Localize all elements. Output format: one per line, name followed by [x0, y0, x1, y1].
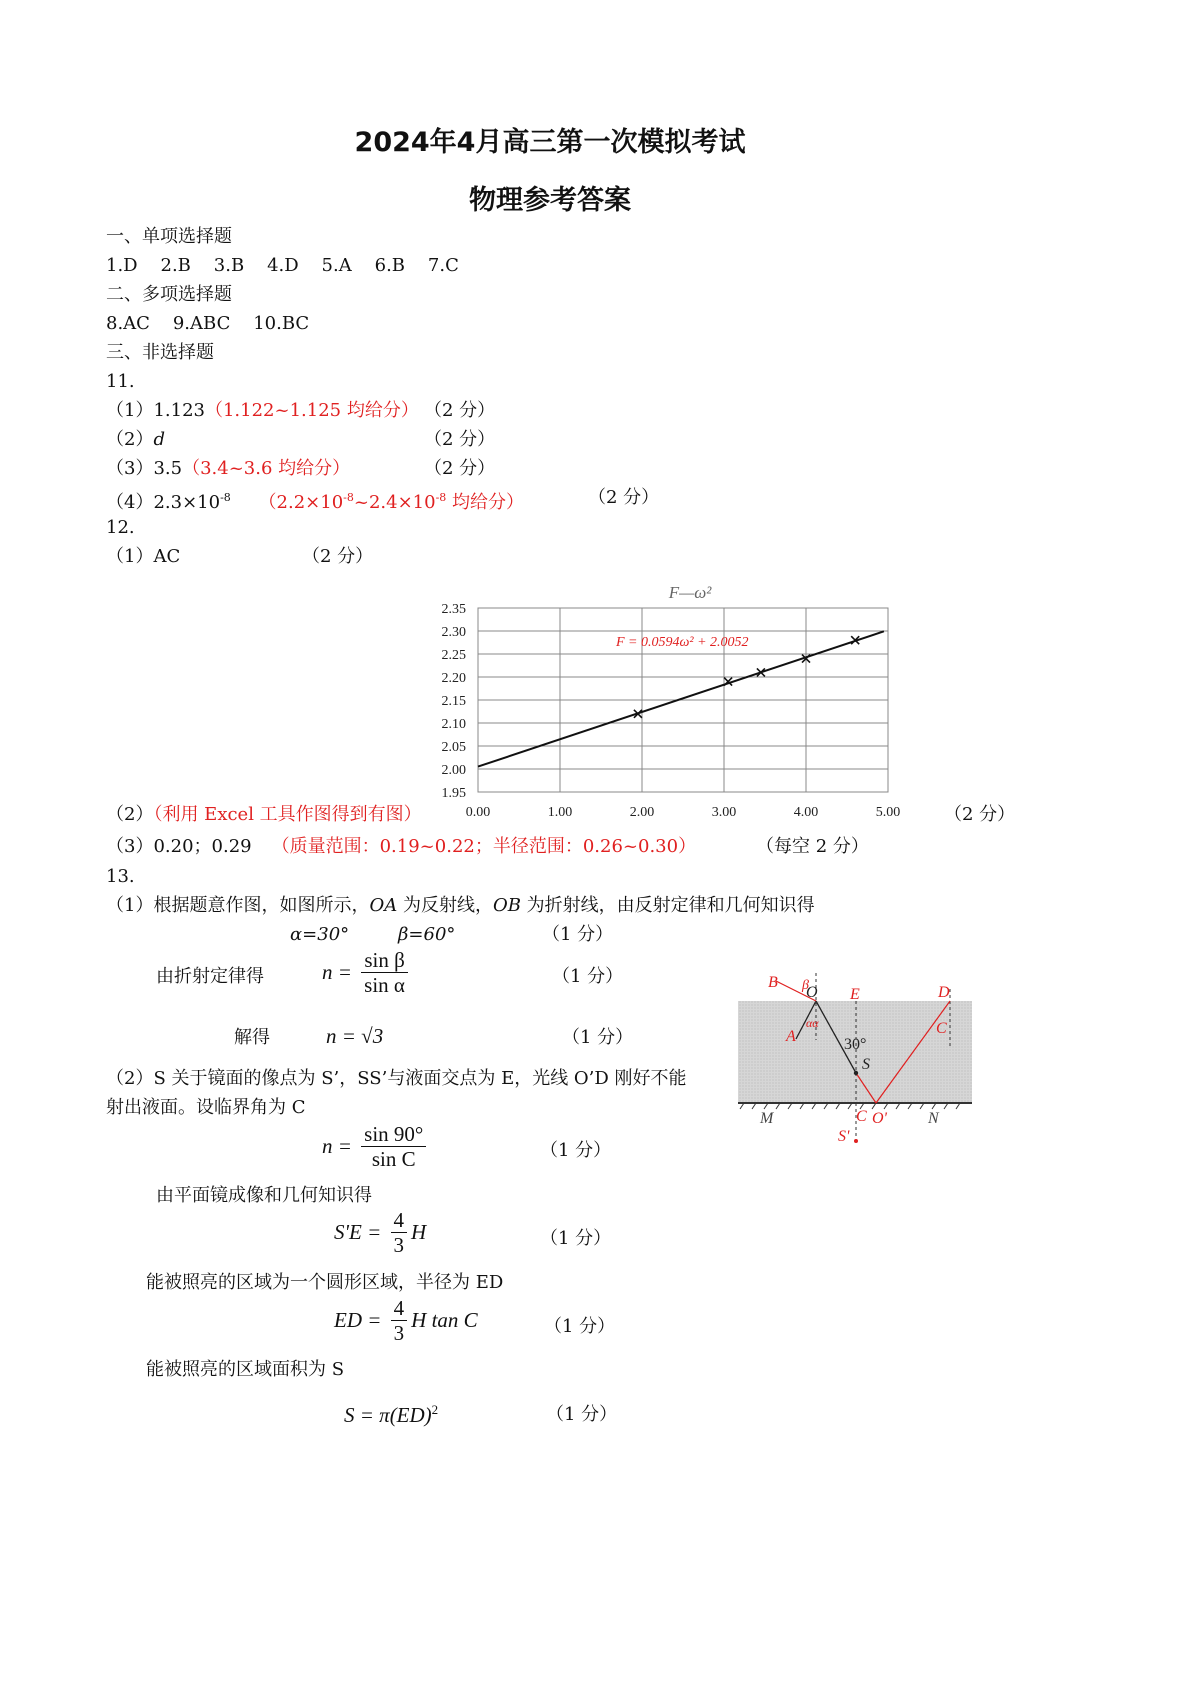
q13-part1-text: （1）根据题意作图，如图所示，OA 为反射线，OB 为折射线，由反射定律和几何知识得: [106, 895, 815, 916]
q11-part1-answer: （1）1.123: [106, 400, 205, 421]
section-1-answers: 1.D 2.B 3.B 4.D 5.A 6.B 7.C: [106, 255, 459, 276]
critical-angle-equation: n = $\frac{\sin 90^\circ}{\text{sin C}}$: [322, 1122, 430, 1171]
q12-part1-score: （2 分）: [302, 546, 374, 567]
x-tick-label: 1.00: [547, 805, 573, 820]
y-tick-label: 2.30: [441, 625, 466, 640]
q13-part2-line1: （2）S 关于镜面的像点为 S’，SS’与液面交点为 E，光线 O’D 刚好不能: [106, 1068, 687, 1089]
label-O-prime: O': [872, 1110, 887, 1127]
section-2-answers: 8.AC 9.ABC 10.BC: [106, 313, 310, 334]
q11-part3-answer: （3）3.5: [106, 458, 183, 479]
y-tick-label: 2.05: [441, 740, 466, 755]
section-2-heading: 二、多项选择题: [106, 284, 232, 305]
label-D: D: [938, 984, 950, 1001]
score-refraction: （1 分）: [552, 966, 624, 987]
q12-part3-note: （质量范围：0.19~0.22；半径范围：0.26~0.30）: [271, 836, 697, 857]
q11-number: 11.: [106, 371, 135, 392]
beta-value: β=60°: [398, 924, 456, 945]
label-B: B: [768, 974, 778, 991]
q11-part4-note: （$2.2\times 10^{-8}\sim 2.4\times 10^{-8}$ 均给分）: [258, 491, 525, 513]
x-tick-label: 3.00: [711, 805, 737, 820]
q12-part3: [106, 836, 696, 858]
f-omega-chart: [420, 570, 940, 830]
score-solve: （1 分）: [562, 1027, 634, 1048]
q11-part3: [106, 458, 350, 480]
q11-part1-note: （1.122~1.125 均给分）: [204, 400, 419, 421]
q11-part4-score: （2 分）: [588, 487, 660, 508]
refraction-law-label: 由折射定律得: [156, 966, 264, 987]
q11-part2-label: （2）: [106, 429, 154, 450]
region-label: 能被照亮的区域为一个圆形区域，半径为 ED: [146, 1272, 504, 1293]
q11-part2: [106, 429, 165, 451]
y-tick-label: 2.20: [441, 671, 466, 686]
q12-part1-answer: （1）AC: [106, 546, 181, 567]
section-1-heading: 一、单项选择题: [106, 226, 232, 247]
label-S: S: [862, 1056, 870, 1073]
score-se: （1 分）: [540, 1228, 612, 1249]
label-30deg: 30°: [844, 1036, 867, 1053]
label-A: A: [786, 1028, 796, 1045]
label-beta: β: [802, 978, 809, 993]
y-tick-label: 2.00: [441, 763, 466, 778]
y-tick-label: 2.10: [441, 717, 466, 732]
label-N: N: [928, 1110, 939, 1127]
page-title: 2024年4月高三第一次模拟考试: [354, 127, 746, 158]
q12-part3-score: （每空 2 分）: [756, 836, 869, 857]
x-tick-label: 0.00: [465, 805, 491, 820]
q13-number: 13.: [106, 866, 135, 887]
q11-part3-score: （2 分）: [424, 458, 496, 479]
q11-part2-answer: d: [153, 429, 165, 450]
q11-part4-exponent: -8: [220, 491, 231, 504]
label-E: E: [850, 986, 860, 1003]
y-tick-label: 2.15: [441, 694, 466, 709]
optics-diagram: [730, 965, 980, 1150]
q12-part2-label: （2）: [106, 804, 154, 825]
label-S-prime: S': [838, 1128, 850, 1145]
area-equation: S = π(ED)$^2$: [344, 1402, 439, 1427]
area-label: 能被照亮的区域面积为 S: [146, 1359, 345, 1380]
q12-part2-score: （2 分）: [944, 804, 1016, 825]
score-ed: （1 分）: [544, 1316, 616, 1337]
solve-label: 解得: [234, 1027, 270, 1048]
y-tick-label: 2.35: [441, 602, 466, 617]
x-tick-label: 2.00: [629, 805, 655, 820]
q11-part4-answer: （4）2.3×10: [106, 492, 221, 513]
se-equation: S'E = $\frac{4}{3}$ H: [334, 1208, 427, 1257]
ed-equation: ED = $\frac{4}{3}$ H tan C: [334, 1296, 478, 1345]
q12-part3-answer: （3）0.20；0.29: [106, 836, 252, 857]
q11-part4: [106, 487, 524, 514]
q11-part2-score: （2 分）: [424, 429, 496, 450]
alpha-value: α=30°: [290, 924, 350, 945]
y-tick-label: 2.25: [441, 648, 466, 663]
label-C-top: C: [936, 1020, 947, 1037]
refraction-equation: n = $\frac{\text{sin β}}{\text{sin α}}$: [322, 948, 412, 997]
q12-part2-note: （利用 Excel 工具作图得到有图）: [153, 804, 422, 825]
label-alpha-alpha: αα: [806, 1016, 819, 1030]
section-3-heading: 三、非选择题: [106, 342, 214, 363]
trendline-equation: F = 0.0594ω² + 2.0052: [616, 635, 749, 650]
x-tick-label: 4.00: [793, 805, 819, 820]
q11-part1-score: （2 分）: [424, 400, 496, 421]
score-area: （1 分）: [546, 1404, 618, 1425]
chart-title: F—ω²: [668, 583, 712, 602]
point-S-image: [854, 1139, 858, 1143]
label-M: M: [760, 1110, 774, 1127]
page-subtitle: 物理参考答案: [469, 185, 631, 216]
q12-number: 12.: [106, 517, 135, 538]
x-tick-label: 5.00: [875, 805, 901, 820]
q12-part2: [106, 804, 422, 826]
y-tick-label: 1.95: [441, 786, 466, 801]
q11-part3-note: （3.4~3.6 均给分）: [182, 458, 351, 479]
n-sqrt3: n = √3: [326, 1024, 384, 1048]
label-O: O: [806, 984, 818, 1001]
q11-part1: [106, 400, 419, 422]
q13-part2-line2: 射出液面。设临界角为 C: [106, 1097, 306, 1118]
score-critical: （1 分）: [540, 1140, 612, 1161]
point-S: [854, 1071, 858, 1075]
mirror-label: 由平面镜成像和几何知识得: [156, 1185, 372, 1206]
label-C-bottom: C: [856, 1108, 867, 1125]
score-alpha-beta: （1 分）: [542, 924, 614, 945]
